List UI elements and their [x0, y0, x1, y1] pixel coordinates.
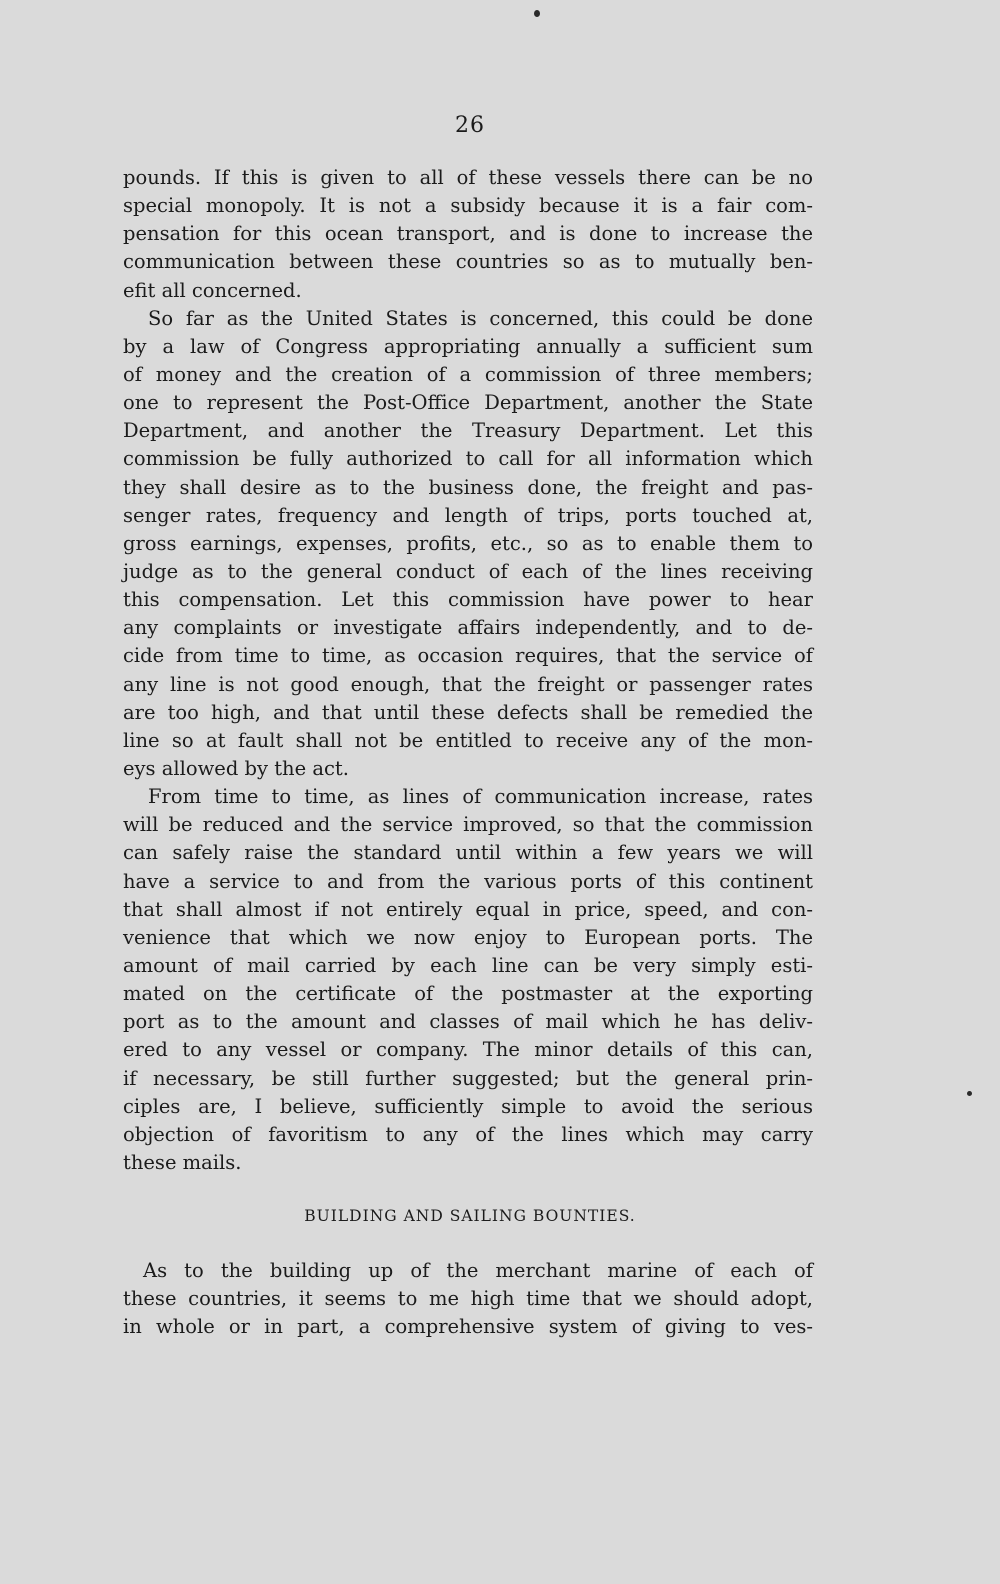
text-line: if necessary, be still further suggested; but the general prin- — [123, 1066, 813, 1090]
print-speck — [534, 10, 540, 17]
text-line: that shall almost if not entirely equal in price, speed, and con- — [123, 897, 813, 921]
text-line: gross earnings, expenses, profits, etc., so as to enable them to — [123, 531, 813, 555]
text-line: in whole or in part, a comprehensive system of giving to ves- — [123, 1315, 813, 1339]
text-line: From time to time, as lines of communication increase, rates — [148, 785, 813, 809]
text-line: special monopoly. It is not a subsidy because it is a fair com- — [123, 194, 813, 218]
text-line: objection of favoritism to any of the lines which may carry — [123, 1122, 813, 1146]
text-line: ciples are, I believe, sufficiently simple to avoid the serious — [123, 1094, 813, 1118]
text-line: So far as the United States is concerned, this could be done — [148, 306, 813, 330]
text-line: ered to any vessel or company. The minor details of this can, — [123, 1038, 813, 1062]
text-line: amount of mail carried by each line can be very simply esti- — [123, 953, 813, 977]
text-line: mated on the certificate of the postmaster at the exporting — [123, 982, 813, 1006]
section-heading: BUILDING AND SAILING BOUNTIES. — [304, 1207, 636, 1225]
text-line: Department, and another the Treasury Department. Let this — [123, 419, 813, 443]
text-line: one to represent the Post-Office Department, another the State — [123, 391, 813, 415]
text-line: venience that which we now enjoy to European ports. The — [123, 925, 813, 949]
paragraph-2 — [123, 305, 813, 783]
text-line: any complaints or investigate affairs independently, and to de- — [123, 616, 813, 640]
text-line: are too high, and that until these defects shall be remedied the — [123, 700, 813, 724]
text-line: pounds. If this is given to all of these vessels there can be no — [123, 166, 813, 189]
text-line: this compensation. Let this commission have power to hear — [123, 588, 813, 612]
body-text — [123, 164, 813, 1177]
text-line: will be reduced and the service improved, so that the commission — [123, 813, 813, 837]
text-line: judge as to the general conduct of each of the lines receiving — [123, 559, 813, 583]
text-line: senger rates, frequency and length of trips, ports touched at, — [123, 503, 813, 527]
paragraph-3 — [123, 783, 813, 1177]
text-line: of money and the creation of a commission of three members; — [123, 362, 813, 386]
text-line: any line is not good enough, that the freight or passenger rates — [123, 672, 813, 696]
print-speck — [967, 1091, 972, 1096]
text-line: can safely raise the standard until within a few years we will — [123, 841, 813, 865]
section-body-text — [123, 1257, 813, 1341]
text-line: these countries, it seems to me high time that we should adopt, — [123, 1287, 813, 1311]
text-line: communication between these countries so as to mutually ben- — [123, 250, 813, 274]
text-line: cide from time to time, as occasion requires, that the service of — [123, 644, 813, 668]
text-line: eys allowed by the act. — [123, 756, 349, 780]
text-line: they shall desire as to the business done, the freight and pas- — [123, 475, 813, 499]
paragraph-1 — [123, 164, 813, 305]
text-line: these mails. — [123, 1150, 242, 1174]
text-line: port as to the amount and classes of mail which he has deliv- — [123, 1010, 813, 1034]
text-line: by a law of Congress appropriating annually a sufficient sum — [123, 334, 813, 358]
text-line: pensation for this ocean transport, and is done to increase the — [123, 222, 813, 246]
text-line: As to the building up of the merchant marine of each of — [143, 1259, 813, 1282]
text-line: efit all concerned. — [123, 278, 302, 302]
text-line: line so at fault shall not be entitled to receive any of the mon- — [123, 728, 813, 752]
paragraph-4 — [123, 1257, 813, 1341]
text-line: have a service to and from the various ports of this continent — [123, 869, 813, 893]
page-number: 26 — [455, 113, 485, 138]
text-line: commission be fully authorized to call for all information which — [123, 447, 813, 471]
